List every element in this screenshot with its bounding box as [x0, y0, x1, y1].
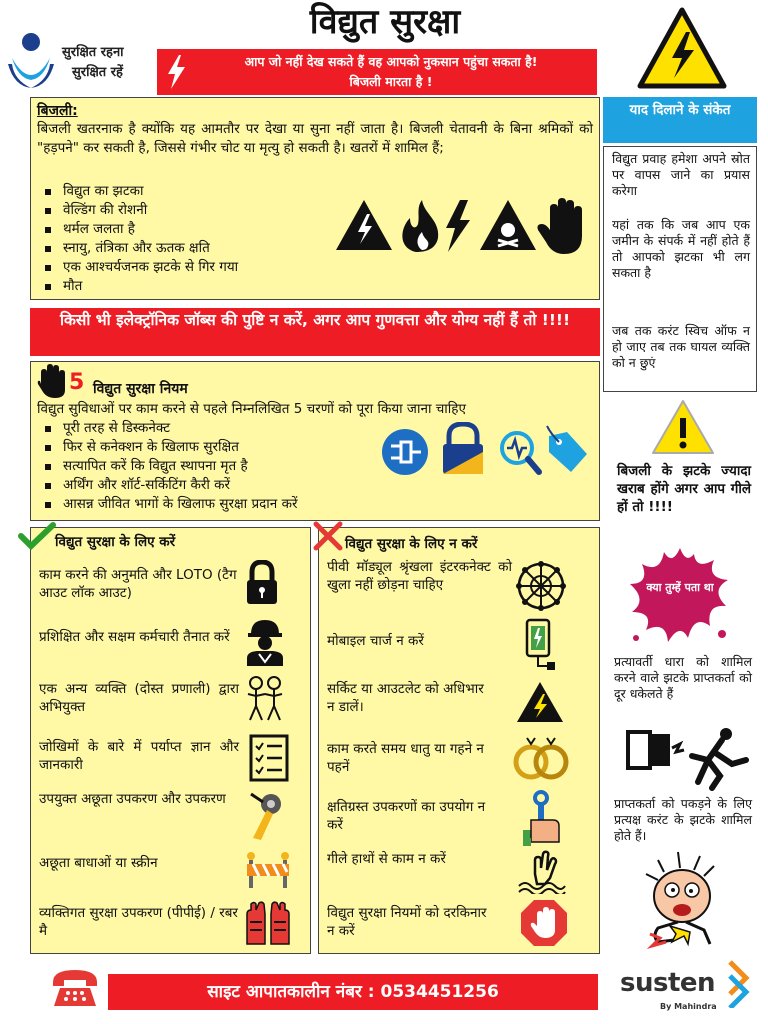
worker-icon	[243, 616, 287, 670]
list-item: अर्थिंग और शॉर्ट-सर्किटिंग कैरी करें	[41, 476, 401, 495]
list-item: आसन्न जीवित भागों के खिलाफ सुरक्षा प्रदान करें	[41, 495, 401, 514]
checklist-icon	[249, 734, 289, 786]
logo-text-2: सुरक्षित रहें	[72, 65, 123, 80]
page-title: विद्युत सुरक्षा	[309, 2, 461, 42]
electricity-section	[30, 97, 600, 300]
check-mark-icon	[18, 522, 56, 554]
dc-fact: प्राप्तकर्ता को पकड़ने के लिए प्रत्यक्ष करंट के झटके शामिल होते हैं।	[614, 796, 752, 843]
susten-logo	[620, 958, 760, 1018]
list-item: पीवी मॉड्यूल श्रृंखला इंटरकनेक्ट को खुला नहीं छोड़ना चाहिए	[327, 559, 512, 593]
electricity-body: बिजली खतरनाक है क्योंकि यह आमतौर पर देखा या सुना नहीं जाता है। बिजली चेतावनी के बिना श्रमिकों को "हड़पने" कर सकती है, जिससे गंभीर चोट या मृत्यु हो सकती है। खतरों में शामिल हैं;	[37, 121, 593, 156]
mobile-charging-icon	[525, 618, 557, 678]
list-item: विद्युत सुरक्षा नियमों को दरकिनार न करें	[327, 905, 487, 939]
high-voltage-sign-icon	[636, 6, 728, 94]
rubber-gloves-icon	[245, 900, 291, 950]
reminder-text-2: यहां तक कि जब आप एक जमीन के संपर्क में नहीं होते हैं तो आपको झटका भी लग सकता है	[612, 217, 750, 280]
buddy-system-icon	[243, 674, 287, 726]
list-item: मोबाइल चार्ज न करें	[327, 633, 424, 649]
warning-line-2: बिजली मारता है !	[349, 74, 433, 89]
five-rules-badge: 5	[69, 370, 85, 395]
list-item: प्रशिक्षित और सक्षम कर्मचारी तैनात करें	[39, 629, 230, 645]
reminder-text-3: जब तक करंट स्विच ऑफ न हो जाए तब तक घायल व्यक्ति को न छुएं	[612, 323, 750, 370]
pv-interconnect-icon	[515, 560, 567, 616]
safety-rules-section	[30, 361, 600, 521]
hazard-list	[41, 182, 341, 296]
ac-fact: प्रत्यावर्ती धारा को शामिल करने वाले झटके प्राप्तकर्ता को दूर धकेलते हैं	[614, 654, 752, 701]
list-item: एक अन्य व्यक्ति (दोस्त प्रणाली) द्वारा अभियुक्त	[39, 681, 239, 715]
donts-heading: विद्युत सुरक्षा के लिए न करें	[345, 536, 478, 552]
electricity-heading: बिजली:	[37, 103, 78, 119]
list-item: अछूता बाधाओं या स्क्रीन	[39, 855, 158, 871]
voltage-check-icon	[502, 433, 539, 472]
wet-hands-icon	[517, 850, 567, 898]
warning-line-1: आप जो नहीं देख सकते हैं वह आपको नुकसान पहुंचा सकता है!	[244, 54, 538, 69]
rules-heading: विद्युत सुरक्षा नियम	[93, 381, 188, 397]
quality-banner-text: किसी भी इलेक्ट्रॉनिक जॉब्स की पुष्टि न करें, अगर आप गुणवत्ता और योग्य नहीं हैं तो !!!!	[59, 311, 571, 329]
list-item: मौत	[41, 277, 341, 296]
lock-icon	[244, 560, 280, 610]
stop-sign-icon	[519, 898, 569, 952]
list-item: सर्किट या आउटलेट को अधिभार न डालें।	[327, 681, 484, 715]
list-item: फिर से कनेक्शन के खिलाफ सुरक्षित	[41, 438, 401, 457]
hazard-icons	[336, 196, 606, 260]
quality-banner	[30, 308, 600, 356]
caution-sign-icon	[650, 398, 716, 460]
electrocuted-cartoon-icon	[628, 850, 738, 954]
insulated-tool-icon	[245, 790, 289, 846]
dos-section	[30, 527, 311, 954]
list-item: व्यक्तिगत सुरक्षा उपकरण (पीपीई) / रबर मै	[39, 905, 238, 939]
did-you-know-splash	[622, 542, 738, 652]
rules-intro: विद्युत सुविधाओं पर काम करने से पहले निम्नलिखित 5 चरणों को पूरा किया जाना चाहिए	[37, 401, 466, 417]
rules-list	[41, 419, 401, 514]
did-you-know-label: क्या तुम्हें पता था	[646, 581, 714, 594]
emergency-number-bar	[108, 974, 598, 1010]
warning-banner	[157, 49, 597, 95]
list-item: स्नायु, तंत्रिका और ऊतक क्षति	[41, 239, 341, 258]
stop-hand-icon	[538, 198, 583, 254]
list-item: सत्यापित करें कि विद्युत स्थापना मृत है	[41, 457, 401, 476]
rules-icons	[381, 422, 591, 482]
reminder-text-1: विद्युत प्रवाह हमेशा अपने स्रोत पर वापस जाने का प्रयास करेगा	[612, 151, 750, 198]
list-item: वेल्डिंग की रोशनी	[41, 201, 341, 220]
list-item: काम करने की अनुमति और LOTO (टैग आउट लॉक आउट)	[39, 567, 237, 601]
phone-icon	[50, 966, 100, 1014]
emergency-number[interactable]: साइट आपातकालीन नंबर : 0534451256	[207, 982, 499, 1002]
list-item: एक आश्चर्यजनक झटके से गिर गया	[41, 258, 341, 277]
barrier-icon	[245, 850, 291, 894]
list-item: गीले हाथों से काम न करें	[327, 851, 446, 867]
shocked-person-icon	[622, 724, 752, 796]
list-item: थर्मल जलता है	[41, 220, 341, 239]
logo-text-1: सुरक्षित रहना	[62, 45, 124, 60]
rings-icon	[513, 732, 569, 786]
wet-warning: बिजली के झटके ज्यादा खराब होंगे अगर आप गीले हों तो !!!!	[617, 463, 751, 515]
list-item: क्षतिग्रस्त उपकरणों का उपयोग न करें	[327, 799, 486, 833]
donts-section	[318, 527, 600, 954]
cross-mark-icon	[312, 520, 344, 556]
padlock-icon	[443, 424, 483, 474]
list-item: उपयुक्त अछूता उपकरण और उपकरण	[39, 791, 226, 807]
lightning-icon	[446, 200, 470, 252]
disconnect-icon	[382, 429, 428, 475]
reminder-heading: याद दिलाने के संकेत	[603, 97, 757, 143]
list-item: पूरी तरह से डिस्कनेक्ट	[41, 419, 401, 438]
list-item: जोखिमों के बारे में पर्याप्त ज्ञान और जानकारी	[39, 739, 239, 773]
damaged-tool-icon	[519, 790, 567, 852]
brand-tagline: By Mahindra	[660, 1002, 717, 1011]
tag-icon	[547, 426, 587, 472]
list-item: विद्युत का झटका	[41, 182, 341, 201]
list-item: काम करते समय धातु या गहने न पहनें	[327, 741, 484, 775]
lightning-icon	[165, 55, 187, 93]
dos-heading: विद्युत सुरक्षा के लिए करें	[55, 534, 176, 550]
brand-logo	[4, 30, 58, 90]
reminder-box	[603, 146, 757, 392]
overload-hazard-icon	[515, 680, 565, 728]
brand-name: susten	[620, 968, 716, 998]
